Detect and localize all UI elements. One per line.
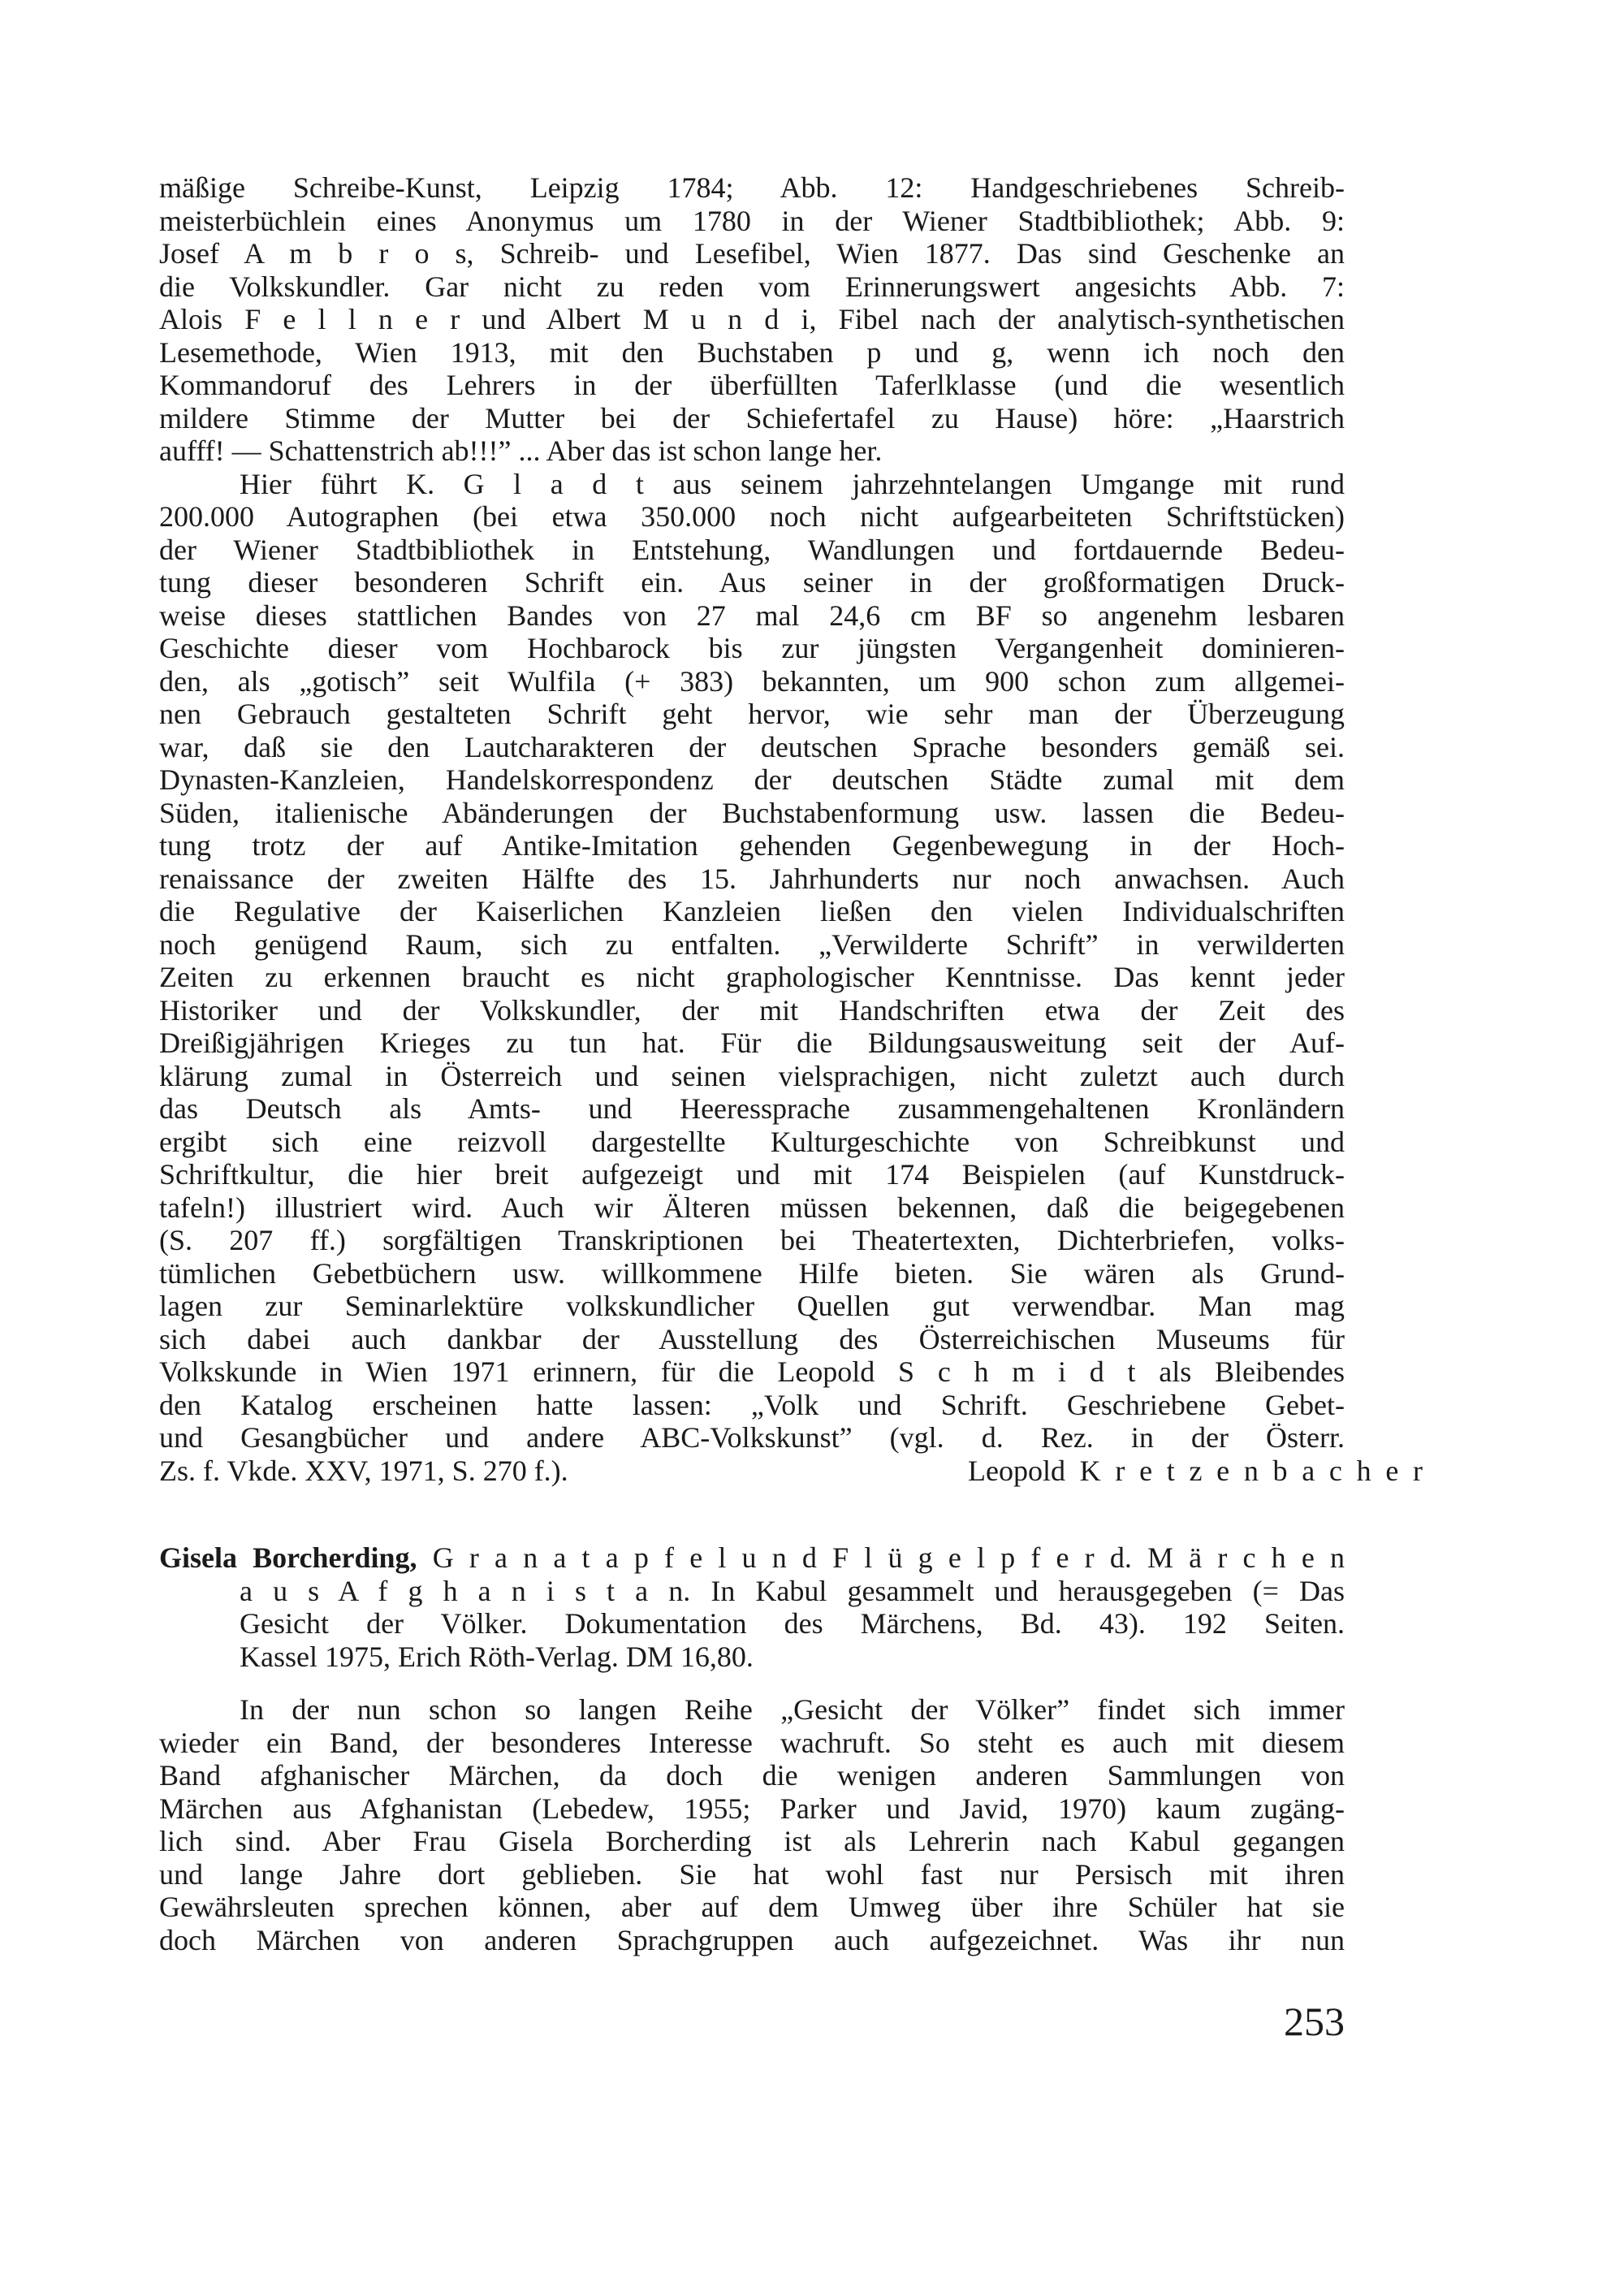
text-line: lich sind. Aber Frau Gisela Borcherding ist als Lehrerin nach Kabul gegangen bbox=[159, 1825, 1345, 1857]
text-line: Volkskunde in Wien 1971 erinnern, für die Leopold S c h m i d t als Bleibendes bbox=[159, 1355, 1345, 1388]
text-line: (S. 207 ff.) sorgfältigen Transkriptionen bei Theatertexten, Dichterbriefen, volks- bbox=[159, 1224, 1345, 1256]
text-line: Kommandoruf des Lehrers in der überfüllten Taferlklasse (und die wesentlich bbox=[159, 369, 1345, 401]
text-line: wieder ein Band, der besonderes Interesse wachruft. So steht es auch mit diesem bbox=[159, 1726, 1345, 1759]
text-line: Dreißigjährigen Krieges zu tun hat. Für die Bildungsausweitung seit der Auf- bbox=[159, 1027, 1345, 1059]
text-line: tung dieser besonderen Schrift ein. Aus seiner in der großformatigen Druck- bbox=[159, 566, 1345, 599]
text-line: tung trotz der auf Antike-Imitation gehenden Gegenbewegung in der Hoch- bbox=[159, 829, 1345, 862]
text-line: Gewährsleuten sprechen können, aber auf dem Umweg über ihre Schüler hat sie bbox=[159, 1891, 1345, 1923]
text-line: den, als „gotisch” seit Wulfila (+ 383) bekannten, um 900 schon zum allgemei- bbox=[159, 664, 1345, 698]
book-entry-heading bbox=[159, 1541, 1345, 1673]
text-line: Dynasten-Kanzleien, Handelskorrespondenz der deutschen Städte zumal mit dem bbox=[159, 763, 1345, 796]
text-line: aufff! — Schattenstrich ab!!!” ... Aber das ist schon lange her. bbox=[159, 434, 883, 467]
text-line: der Wiener Stadtbibliothek in Entstehung, Wandlungen und fortdauernde Bedeu- bbox=[159, 533, 1345, 566]
text-line: Kassel 1975, Erich Röth-Verlag. DM 16,80. bbox=[240, 1640, 754, 1673]
text-line: Süden, italienische Abänderungen der Buchstabenformung usw. lassen die Bedeu- bbox=[159, 796, 1345, 829]
text-line: Historiker und der Volkskundler, der mit Handschriften etwa der Zeit des bbox=[159, 993, 1345, 1027]
text-line: mäßige Schreibe-Kunst, Leipzig 1784; Abb. 12: Handgeschriebenes Schreib- bbox=[159, 171, 1345, 204]
text-line: klärung zumal in Österreich und seinen vielsprachigen, nicht zuletzt auch durch bbox=[159, 1059, 1345, 1092]
text-line: a u s A f g h a n i s t a n. In Kabul gesammelt und herausgegeben (= Das bbox=[240, 1574, 1345, 1607]
text-line: 200.000 Autographen (bei etwa 350.000 noch nicht aufgearbeiteten Schriftstücken) bbox=[159, 500, 1345, 533]
text-line: und Gesangbücher und andere ABC-Volkskunst” (vgl. d. Rez. in der Österr. bbox=[159, 1421, 1345, 1454]
entry-first-line bbox=[159, 1541, 1345, 1575]
text-line: renaissance der zweiten Hälfte des 15. Jahrhunderts nur noch anwachsen. Auch bbox=[159, 862, 1345, 895]
text-line: weise dieses stattlichen Bandes von 27 mal 24,6 cm BF so angenehm lesbaren bbox=[159, 599, 1345, 632]
review-kretzenbacher bbox=[159, 171, 1423, 1487]
text-line: lagen zur Seminarlektüre volkskundlicher Quellen gut verwendbar. Man mag bbox=[159, 1290, 1345, 1322]
review-paragraphs bbox=[159, 171, 1345, 1455]
text-line: Gesicht der Völker. Dokumentation des Märchens, Bd. 43). 192 Seiten. bbox=[240, 1607, 1345, 1640]
text-line: Märchen aus Afghanistan (Lebedew, 1955; Parker und Javid, 1970) kaum zugäng- bbox=[159, 1792, 1345, 1825]
review-borcherding bbox=[159, 1693, 1345, 1956]
text-line: sich dabei auch dankbar der Ausstellung des Österreichischen Museums für bbox=[159, 1322, 1345, 1355]
text-line: noch genügend Raum, sich zu entfalten. „Verwilderte Schrift” in verwilderten bbox=[159, 927, 1345, 961]
text-line: Josef A m b r o s, Schreib- und Lesefibel, Wien 1877. Das sind Geschenke an bbox=[159, 237, 1345, 270]
text-line: Zeiten zu erkennen braucht es nicht graphologischer Kenntnisse. Das kennt jeder bbox=[159, 961, 1345, 993]
book-title: G r a n a t a p f e l u n d F l ü g e l p f e r d. M ä r c h e n bbox=[432, 1541, 1345, 1574]
reviewer-signature: Leopold K r e t z e n b a c h e r bbox=[968, 1454, 1423, 1487]
text-line: die Volkskundler. Gar nicht zu reden vom Erinnerungswert angesichts Abb. 7: bbox=[159, 270, 1345, 303]
citation-text: Zs. f. Vkde. XXV, 1971, S. 270 f.). bbox=[159, 1454, 568, 1487]
text-line: In der nun schon so langen Reihe „Gesicht der Völker” findet sich immer bbox=[240, 1693, 1345, 1726]
text-line: doch Märchen von anderen Sprachgruppen auch aufgezeichnet. Was ihr nun bbox=[159, 1923, 1345, 1956]
text-line: Lesemethode, Wien 1913, mit den Buchstaben p und g, wenn ich noch den bbox=[159, 335, 1345, 369]
text-line: den Katalog erscheinen hatte lassen: „Volk und Schrift. Geschriebene Gebet- bbox=[159, 1388, 1345, 1421]
text-line: und lange Jahre dort geblieben. Sie hat wohl fast nur Persisch mit ihren bbox=[159, 1857, 1345, 1891]
text-line: war, daß sie den Lautcharakteren der deutschen Sprache besonders gemäß sei. bbox=[159, 730, 1345, 763]
text-line: meisterbüchlein eines Anonymus um 1780 in der Wiener Stadtbibliothek; Abb. 9: bbox=[159, 204, 1345, 237]
page-number: 253 bbox=[1284, 1999, 1345, 2044]
text-line: mildere Stimme der Mutter bei der Schiefertafel zu Hause) höre: „Haarstrich bbox=[159, 401, 1345, 434]
book-author: Gisela Borcherding, bbox=[159, 1541, 417, 1574]
entry-bibliographic-lines bbox=[159, 1575, 1345, 1674]
text-line: Alois F e l l n e r und Albert M u n d i, Fibel nach der analytisch-synthetischen bbox=[159, 303, 1345, 335]
text-line: ergibt sich eine reizvoll dargestellte Kulturgeschichte von Schreibkunst und bbox=[159, 1125, 1345, 1158]
review-closing-line bbox=[159, 1454, 1423, 1488]
text-line: Band afghanischer Märchen, da doch die wenigen anderen Sammlungen von bbox=[159, 1759, 1345, 1792]
text-line: Geschichte dieser vom Hochbarock bis zur jüngsten Vergangenheit dominieren- bbox=[159, 632, 1345, 664]
text-line: nen Gebrauch gestalteten Schrift geht hervor, wie sehr man der Überzeugung bbox=[159, 698, 1345, 730]
text-line: tümlichen Gebetbüchern usw. willkommene Hilfe bieten. Sie wären als Grund- bbox=[159, 1256, 1345, 1290]
text-line: Schriftkultur, die hier breit aufgezeigt und mit 174 Beispielen (auf Kunstdruck- bbox=[159, 1158, 1345, 1191]
text-line: Hier führt K. G l a d t aus seinem jahrzehntelangen Umgange mit rund bbox=[240, 467, 1345, 500]
text-line: die Regulative der Kaiserlichen Kanzleien ließen den vielen Individualschriften bbox=[159, 895, 1345, 927]
text-line: das Deutsch als Amts- und Heeressprache zusammengehaltenen Kronländern bbox=[159, 1092, 1345, 1125]
review-paragraphs bbox=[159, 1693, 1345, 1956]
text-line: tafeln!) illustriert wird. Auch wir Älteren müssen bekennen, daß die beigegebenen bbox=[159, 1191, 1345, 1224]
